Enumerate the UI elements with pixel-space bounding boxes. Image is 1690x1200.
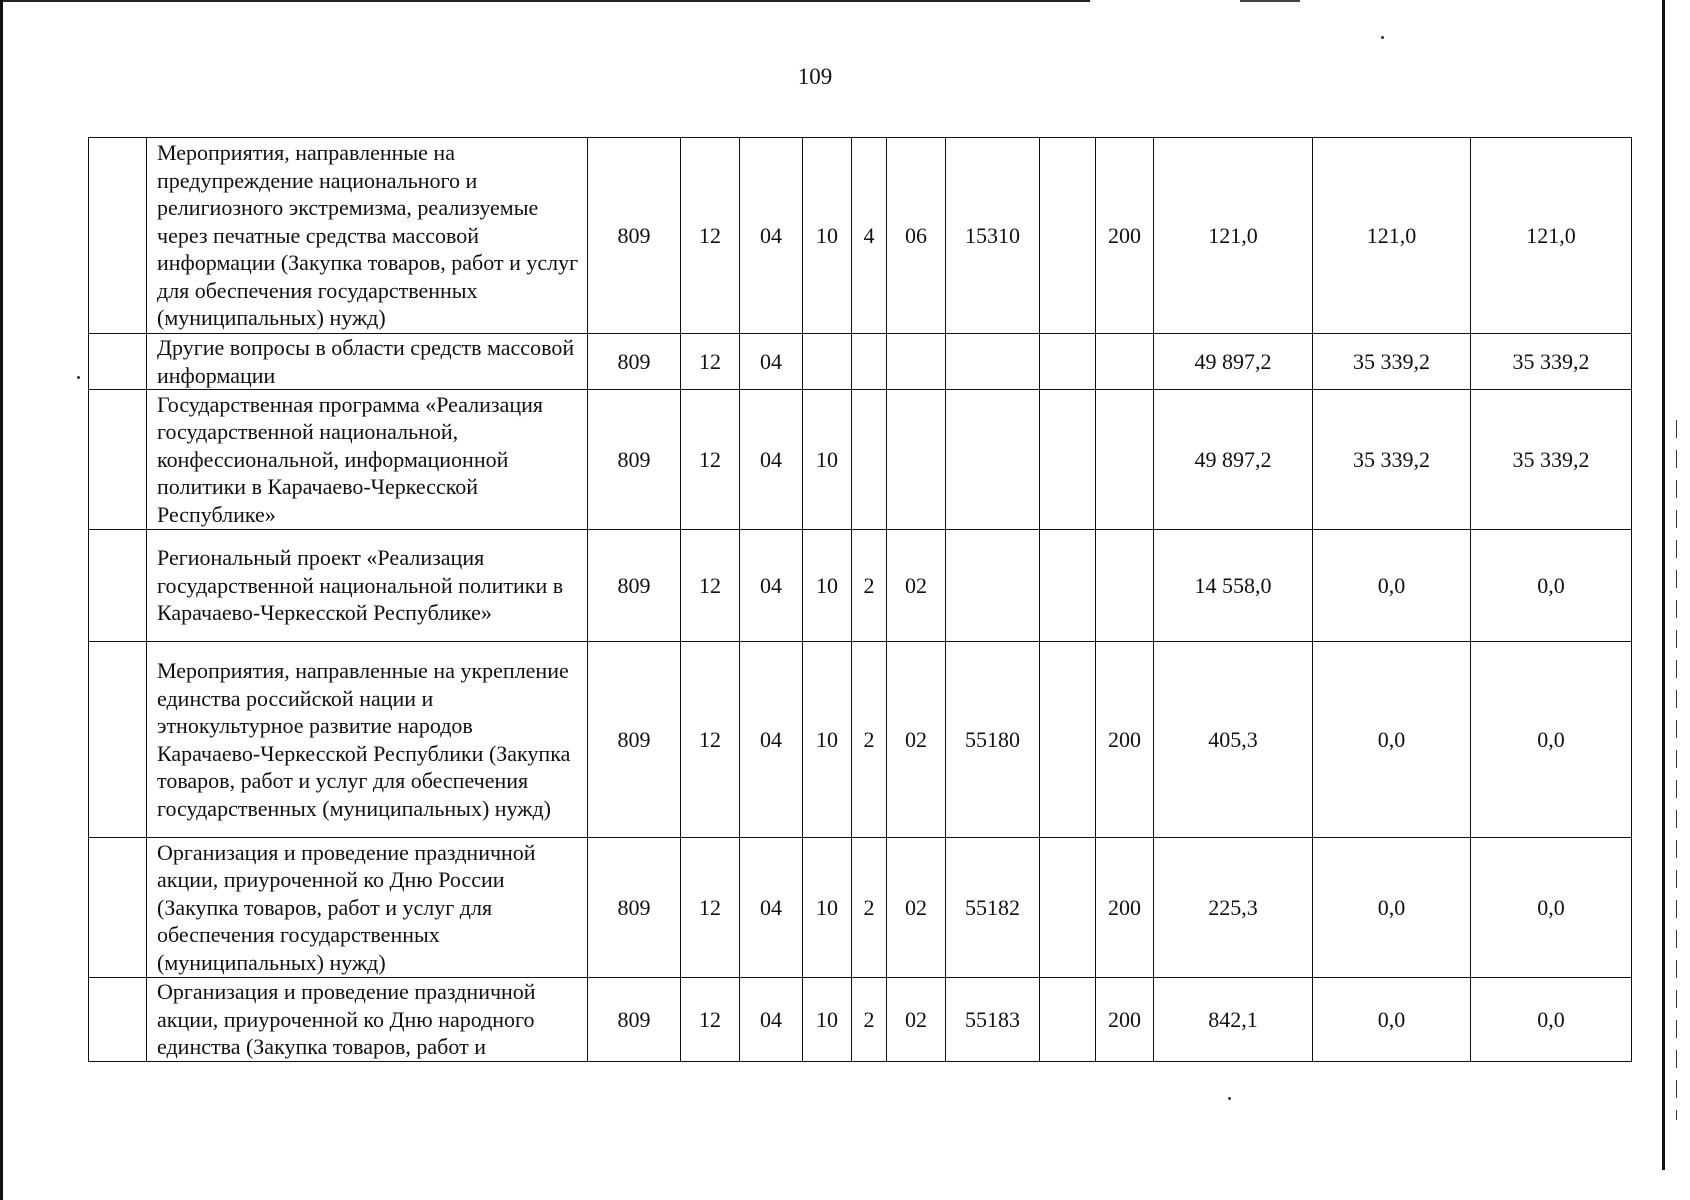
amount-year-2: 0,0 bbox=[1313, 530, 1471, 642]
subprogram-code: 2 bbox=[852, 642, 887, 838]
ved-code: 809 bbox=[588, 334, 681, 390]
amount-year-1: 49 897,2 bbox=[1154, 390, 1313, 530]
row-number-cell bbox=[89, 530, 147, 642]
section-code: 12 bbox=[681, 838, 740, 978]
amount-year-1: 14 558,0 bbox=[1154, 530, 1313, 642]
subsection-code: 04 bbox=[740, 530, 803, 642]
amount-year-3: 0,0 bbox=[1471, 838, 1632, 978]
amount-year-2: 35 339,2 bbox=[1313, 390, 1471, 530]
amount-year-3: 121,0 bbox=[1471, 138, 1632, 334]
scan-speck bbox=[77, 376, 80, 379]
scan-edge bbox=[1662, 0, 1665, 1170]
scan-speck bbox=[1381, 36, 1384, 39]
extra-code bbox=[1040, 334, 1096, 390]
section-code: 12 bbox=[681, 390, 740, 530]
item-name: Мероприятия, направленные на укрепление единства российской нации и этнокультурное развитие народов Карачаево-Черкесской Республики (Закупка товаров, работ и услуг для обеспечения государственных (муниципальных) нужд) bbox=[147, 642, 588, 838]
section-code: 12 bbox=[681, 138, 740, 334]
amount-year-1: 405,3 bbox=[1154, 642, 1313, 838]
amount-year-1: 225,3 bbox=[1154, 838, 1313, 978]
ved-code: 809 bbox=[588, 530, 681, 642]
subsection-code: 04 bbox=[740, 978, 803, 1062]
extra-code bbox=[1040, 978, 1096, 1062]
amount-year-1: 121,0 bbox=[1154, 138, 1313, 334]
scan-edge bbox=[1240, 0, 1300, 2]
table-row bbox=[89, 390, 1632, 530]
table-row bbox=[89, 978, 1632, 1062]
section-code: 12 bbox=[681, 530, 740, 642]
row-number-cell bbox=[89, 978, 147, 1062]
scan-speck bbox=[1228, 1097, 1231, 1100]
expense-type-code: 200 bbox=[1096, 978, 1154, 1062]
amount-year-3: 0,0 bbox=[1471, 530, 1632, 642]
direction-code: 55180 bbox=[946, 642, 1040, 838]
amount-year-3: 35 339,2 bbox=[1471, 390, 1632, 530]
amount-year-1: 49 897,2 bbox=[1154, 334, 1313, 390]
activity-code: 02 bbox=[887, 530, 946, 642]
expense-type-code: 200 bbox=[1096, 138, 1154, 334]
table-row bbox=[89, 334, 1632, 390]
program-code bbox=[803, 334, 852, 390]
direction-code bbox=[946, 530, 1040, 642]
subprogram-code: 2 bbox=[852, 978, 887, 1062]
activity-code: 02 bbox=[887, 978, 946, 1062]
amount-year-2: 35 339,2 bbox=[1313, 334, 1471, 390]
expense-type-code bbox=[1096, 530, 1154, 642]
item-name: Мероприятия, направленные на предупреждение национального и религиозного экстремизма, реализуемые через печатные средства массовой информации (Закупка товаров, работ и услуг для обеспечения государственных (муниципальных) нужд) bbox=[147, 138, 588, 334]
item-name: Другие вопросы в области средств массовой информации bbox=[147, 334, 588, 390]
row-number-cell bbox=[89, 642, 147, 838]
amount-year-2: 121,0 bbox=[1313, 138, 1471, 334]
expense-type-code: 200 bbox=[1096, 838, 1154, 978]
row-number-cell bbox=[89, 138, 147, 334]
table-row bbox=[89, 642, 1632, 838]
scan-edge bbox=[0, 0, 1090, 2]
subprogram-code: 4 bbox=[852, 138, 887, 334]
activity-code: 06 bbox=[887, 138, 946, 334]
row-number-cell bbox=[89, 838, 147, 978]
section-code: 12 bbox=[681, 642, 740, 838]
expense-type-code bbox=[1096, 390, 1154, 530]
amount-year-2: 0,0 bbox=[1313, 978, 1471, 1062]
activity-code: 02 bbox=[887, 642, 946, 838]
program-code: 10 bbox=[803, 838, 852, 978]
table-row bbox=[89, 838, 1632, 978]
expense-type-code: 200 bbox=[1096, 642, 1154, 838]
activity-code bbox=[887, 390, 946, 530]
subprogram-code: 2 bbox=[852, 838, 887, 978]
scan-edge bbox=[0, 0, 3, 1200]
budget-table bbox=[88, 137, 1632, 1062]
ved-code: 809 bbox=[588, 642, 681, 838]
direction-code: 15310 bbox=[946, 138, 1040, 334]
amount-year-3: 0,0 bbox=[1471, 642, 1632, 838]
extra-code bbox=[1040, 838, 1096, 978]
direction-code bbox=[946, 334, 1040, 390]
item-name: Организация и проведение праздничной акции, приуроченной ко Дню России (Закупка товаров, работ и услуг для обеспечения государственных (муниципальных) нужд) bbox=[147, 838, 588, 978]
program-code: 10 bbox=[803, 138, 852, 334]
activity-code bbox=[887, 334, 946, 390]
subsection-code: 04 bbox=[740, 838, 803, 978]
direction-code bbox=[946, 390, 1040, 530]
item-name: Региональный проект «Реализация государственной национальной политики в Карачаево-Черкесской Республике» bbox=[147, 530, 588, 642]
ved-code: 809 bbox=[588, 390, 681, 530]
ved-code: 809 bbox=[588, 978, 681, 1062]
subsection-code: 04 bbox=[740, 390, 803, 530]
extra-code bbox=[1040, 138, 1096, 334]
extra-code bbox=[1040, 530, 1096, 642]
ved-code: 809 bbox=[588, 138, 681, 334]
row-number-cell bbox=[89, 390, 147, 530]
row-number-cell bbox=[89, 334, 147, 390]
table-row bbox=[89, 530, 1632, 642]
program-code: 10 bbox=[803, 530, 852, 642]
section-code: 12 bbox=[681, 978, 740, 1062]
subprogram-code: 2 bbox=[852, 530, 887, 642]
program-code: 10 bbox=[803, 642, 852, 838]
amount-year-1: 842,1 bbox=[1154, 978, 1313, 1062]
extra-code bbox=[1040, 390, 1096, 530]
expense-type-code bbox=[1096, 334, 1154, 390]
amount-year-3: 0,0 bbox=[1471, 978, 1632, 1062]
direction-code: 55183 bbox=[946, 978, 1040, 1062]
subprogram-code bbox=[852, 334, 887, 390]
amount-year-3: 35 339,2 bbox=[1471, 334, 1632, 390]
item-name: Организация и проведение праздничной акции, приуроченной ко Дню народного единства (Закупка товаров, работ и bbox=[147, 978, 588, 1062]
table-row bbox=[89, 138, 1632, 334]
direction-code: 55182 bbox=[946, 838, 1040, 978]
extra-code bbox=[1040, 642, 1096, 838]
subsection-code: 04 bbox=[740, 334, 803, 390]
activity-code: 02 bbox=[887, 838, 946, 978]
program-code: 10 bbox=[803, 978, 852, 1062]
subsection-code: 04 bbox=[740, 138, 803, 334]
amount-year-2: 0,0 bbox=[1313, 642, 1471, 838]
subsection-code: 04 bbox=[740, 642, 803, 838]
page-number: 109 bbox=[797, 64, 833, 89]
scan-edge bbox=[1676, 420, 1677, 1120]
program-code: 10 bbox=[803, 390, 852, 530]
section-code: 12 bbox=[681, 334, 740, 390]
amount-year-2: 0,0 bbox=[1313, 838, 1471, 978]
item-name: Государственная программа «Реализация государственной национальной, конфессиональной, информационной политики в Карачаево-Черкесской Республике» bbox=[147, 390, 588, 530]
subprogram-code bbox=[852, 390, 887, 530]
ved-code: 809 bbox=[588, 838, 681, 978]
